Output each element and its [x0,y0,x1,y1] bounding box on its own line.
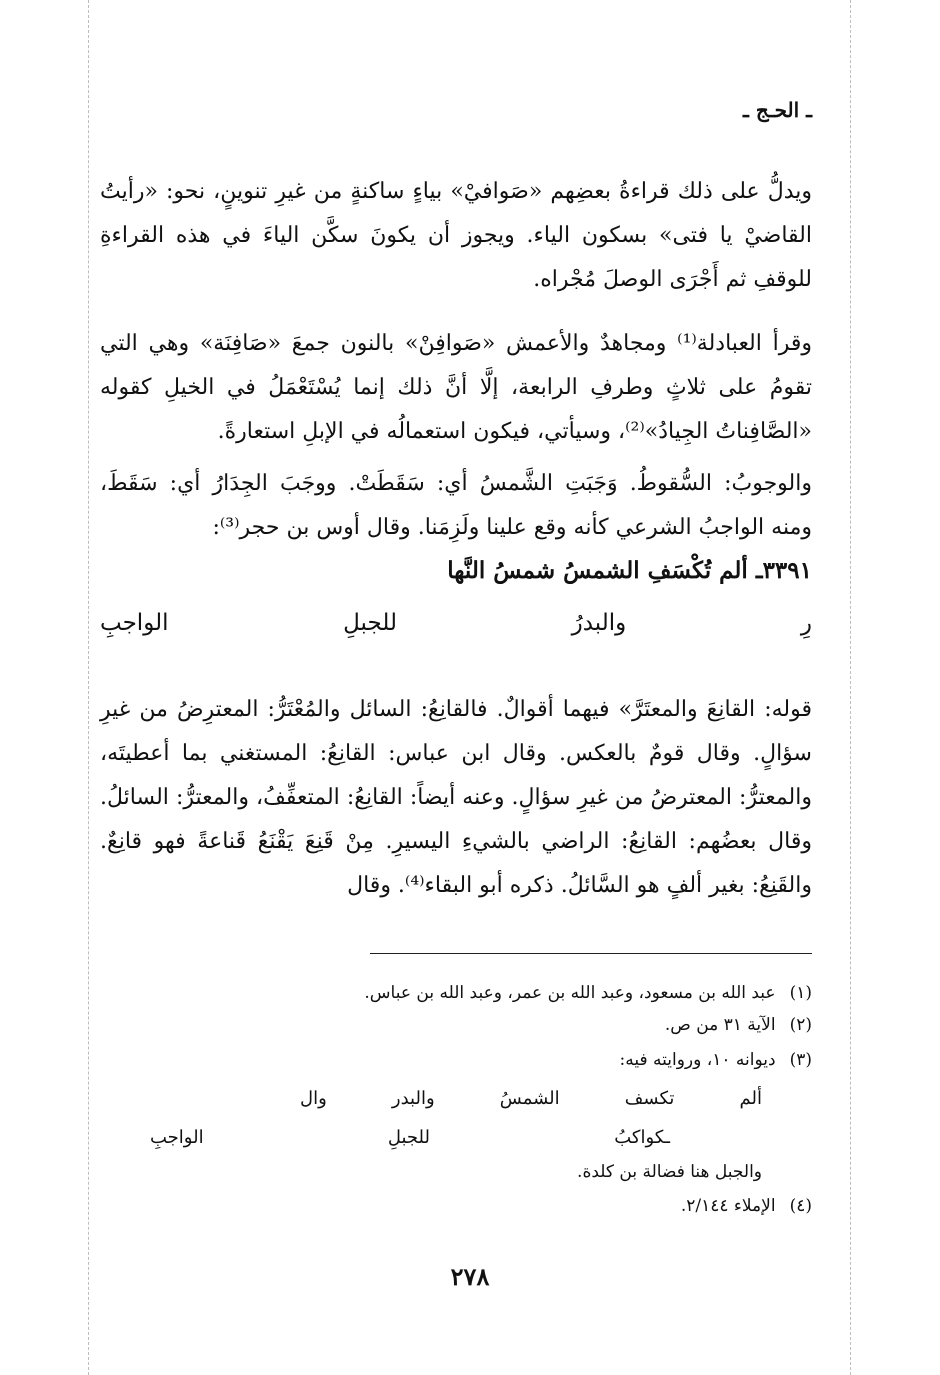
footnote-text: عبد الله بن مسعود، وعبد الله بن عمر، وعبد الله بن عباس. [364,983,776,1003]
footnote-separator [370,953,812,954]
footnote-number: (٣) [789,1050,812,1070]
paragraph-2: وقرأ العبادلة⁽¹⁾ ومجاهدٌ والأعمش «صَوافِنْ» بالنون جمعَ «صَافِنَة» وهي التي تقومُ على ثلاثٍ وطرفِ الرابعة، إلَّا أنَّ ذلك إنما يُسْتَعْمَلُ في الخيلِ كقوله «الصَّافِناتُ الجِيادُ»⁽²⁾، وسيأتي، فيكون استعمالُه في الإبلِ استعارةً. [100,331,812,444]
page-header: ـ الحـج ـ [743,98,812,122]
footnote-3 [150,1050,812,1070]
footnote-3-note: والجبل هنا فضالة بن كلدة. [577,1162,762,1182]
paragraph-3: والوجوبُ: السُّقوطُ. وَجَبَتِ الشَّمسُ أي: سَقَطَتْ. ووجَبَ الجِدَارُ أي: سَقَطَ، ومنه الواجبُ الشرعي كأنه وقع علينا ولَزِمَنا. وقال أوس بن حجر⁽³⁾: [100,471,812,540]
footnote-number: (١) [789,983,812,1003]
footnote-verse-line-2: ـكواكبُ للجبلِ الواجبِ [150,1127,670,1148]
scan-guide-line-left [88,0,89,1375]
footnote-1 [150,983,812,1003]
footnote-text: الإملاء ٢/١٤٤. [680,1196,776,1216]
verse-line-2: رِ والبدرُ للجبلِ الواجبِ [100,610,812,636]
paragraph-1: ويدلُّ على ذلك قراءةُ بعضِهم «صَوافيْ» بياءٍ ساكنةٍ من غيرِ تنوينٍ، نحو: «رأيتُ القاضيْ يا فتى» بسكون الياء. ويجوز أن يكونَ سكَّن الياءَ في هذه القراءةِ للوقفِ ثم أَجْرَى الوصلَ مُجْراه. [100,179,812,292]
paragraph-4: قوله: القانِعَ والمعتَرَّ» فيهما أقوالٌ. فالقانِعُ: السائل والمُعْتَرُّ: المعترِضُ من غيرِ سؤالٍ. وقال قومٌ بالعكس. وقال ابن عباس: القانِعُ: المستغني بما أعطيتَه، والمعترُّ: المعترضُ من غيرِ سؤالٍ. وعنه أيضاً: القانِعُ: المتعفِّفُ، والمعترُّ: السائلُ. وقال بعضُهم: القانِعُ: الراضي بالشيءِ اليسيرِ. مِنْ قَنِعَ يَقْنَعُ قَناعةً فهو قانِعٌ. والقَنِعُ: بغير ألفٍ هو السَّائلُ. ذكره أبو البقاء⁽⁴⁾. وقال [100,697,812,898]
page-number: ٢٧٨ [450,1262,490,1291]
scan-guide-line-right [850,0,851,1375]
footnote-number: (٢) [789,1015,812,1035]
footnote-number: (٤) [789,1196,812,1216]
verse-line-1: ٣٣٩١ـ ألم تُكْسَفِ الشمسُ شمسُ النَّها [447,557,812,584]
footnote-verse-line-1: ألم تكسف الشمسُ والبدر وال [300,1088,762,1109]
footnote-2 [150,1015,812,1035]
footnote-4 [150,1196,812,1216]
footnote-text: الآية ٣١ من ص. [664,1015,776,1035]
footnote-text: ديوانه ١٠، وروايته فيه: [619,1050,776,1070]
